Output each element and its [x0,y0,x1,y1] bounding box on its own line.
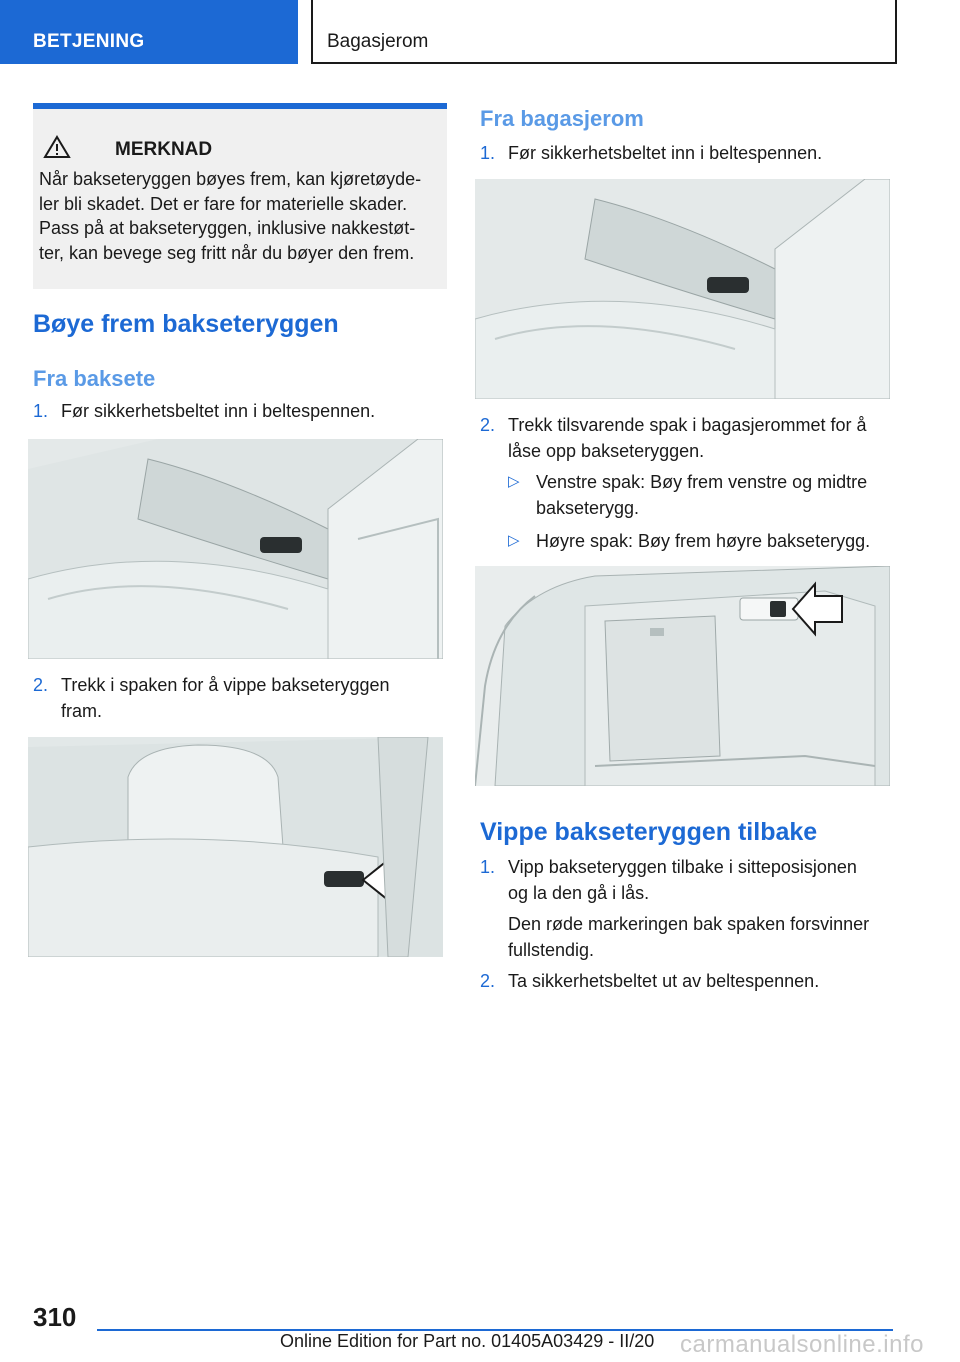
step-text: Trekk i spaken for å vippe bakseteryggen [61,675,390,695]
step-text: Trekk tilsvarende spak i bagasjerommet for å [508,415,867,435]
step-item [480,412,894,464]
subheading-from-trunk: Fra bagasjerom [480,106,644,131]
edition-text: Online Edition for Part no. 01405A03429 - II/20 [280,1331,655,1351]
notice-text [39,167,443,265]
notice-line: Når bakseteryggen bøyes frem, kan kjøretøyde- [39,169,422,189]
chapter-header [311,0,897,64]
step-text: Før sikkerhetsbeltet inn i beltespennen. [508,143,823,163]
step-item [480,854,894,958]
page-number: 310 [33,1302,77,1332]
step-text-continued: låse opp bakseteryggen. [508,441,705,461]
section-title: BETJENING [33,31,145,52]
bullet-item [508,469,894,521]
chapter-title: Bagasjerom [327,31,429,52]
bullet-triangle-icon: ▷ [508,532,520,549]
warning-icon [43,135,71,159]
bullet-text-continued: bakseterygg. [536,498,640,518]
step-item [33,398,447,424]
step-note-continued: fullstendig. [508,940,595,960]
step-text: Ta sikkerhetsbeltet ut av beltespennen. [508,971,820,991]
bullet-triangle-icon: ▷ [508,473,520,490]
step-note: Den røde markeringen bak spaken forsvinner [508,914,870,934]
step-number: 1. [480,143,496,163]
step-item [480,968,894,994]
notice-line: ler bli skadet. Det er fare for materielle skader. [39,193,408,214]
illustration-seat-lever [28,737,443,957]
illustration-seatbelt-buckle-rear [28,439,443,659]
step-item [480,140,894,166]
illustration-trunk-lever [475,566,890,786]
bullet-item [508,528,894,554]
step-number: 1. [33,401,49,421]
step-number: 2. [33,675,49,695]
illustration-seatbelt-buckle-trunk [475,179,890,399]
step-number: 1. [480,857,496,877]
notice-box [33,103,447,289]
step-number: 2. [480,971,496,991]
notice-line: ter, kan bevege seg fritt når du bøyer den frem. [39,242,415,263]
bullet-text: Høyre spak: Bøy frem høyre bakseterygg. [536,531,871,551]
section-tab [0,0,298,64]
step-text-continued: fram. [61,701,103,721]
step-item [33,672,447,724]
step-number: 2. [480,415,496,435]
step-text-continued: og la den gå i lås. [508,883,650,903]
watermark: carmanualsonline.info [680,1331,924,1358]
notice-title: MERKNAD [115,139,213,160]
step-text: Før sikkerhetsbeltet inn i beltespennen. [61,401,376,421]
step-text: Vipp bakseteryggen tilbake i sitteposisjonen [508,857,857,877]
bullet-text: Venstre spak: Bøy frem venstre og midtre [536,472,868,492]
section-heading-fold-back: Vippe bakseteryggen tilbake [480,818,818,846]
section-heading-fold-forward: Bøye frem bakseteryggen [33,310,339,338]
notice-line: Pass på at bakseteryggen, inklusive nakkestøt- [39,218,416,238]
subheading-from-rear-seat: Fra baksete [33,366,156,391]
